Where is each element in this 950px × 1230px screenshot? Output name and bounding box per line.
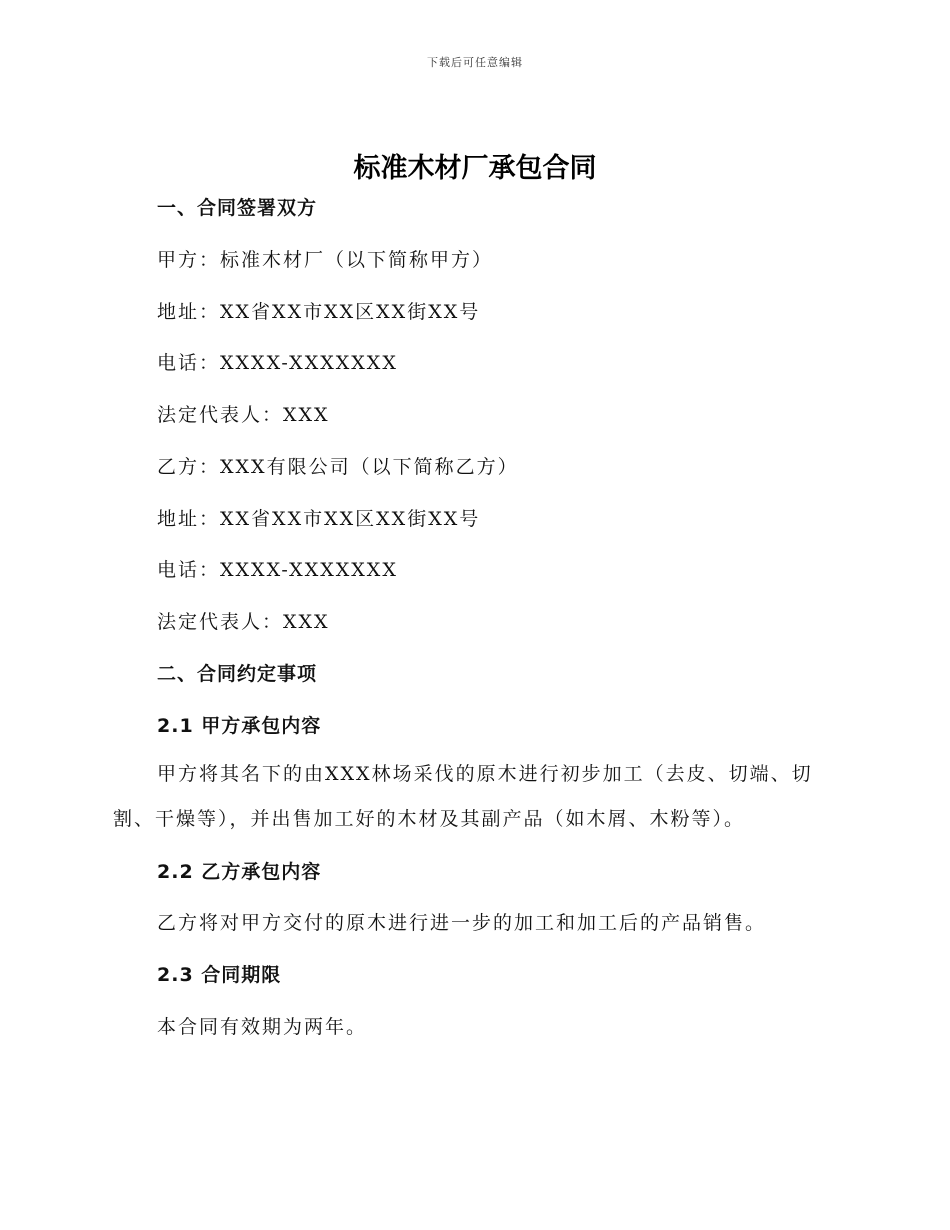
party-a-name: 甲方：标准木材厂（以下简称甲方） — [157, 249, 494, 271]
section-1-heading: 一、合同签署双方 — [157, 197, 318, 219]
party-b-name: 乙方：XXX有限公司（以下简称乙方） — [157, 456, 519, 478]
party-b-representative: 法定代表人：XXX — [157, 611, 330, 633]
subsection-2-1-text: 甲方将其名下的由XXX林场采伐的原木进行初步加工（去皮、切端、切割、干燥等），并出售加工好的木材及其副产品（如木屑、木粉等）。 — [113, 763, 813, 830]
subsection-2-3-heading: 2.3 合同期限 — [157, 964, 282, 986]
subsection-2-2-heading: 2.2 乙方承包内容 — [157, 861, 322, 883]
party-a-representative: 法定代表人：XXX — [157, 404, 330, 426]
party-a-phone: 电话：XXXX-XXXXXXX — [157, 352, 398, 374]
header-note: 下载后可任意编辑 — [427, 56, 523, 69]
party-b-address: 地址：XX省XX市XX区XX街XX号 — [157, 508, 481, 530]
subsection-2-2-text: 乙方将对甲方交付的原木进行进一步的加工和加工后的产品销售。 — [157, 912, 767, 934]
section-2-heading: 二、合同约定事项 — [157, 663, 318, 685]
subsection-2-1-heading: 2.1 甲方承包内容 — [157, 715, 322, 737]
document-title: 标准木材厂承包合同 — [353, 153, 597, 184]
subsection-2-3-text: 本合同有效期为两年。 — [157, 1016, 368, 1038]
party-b-phone: 电话：XXXX-XXXXXXX — [157, 559, 398, 581]
party-a-address: 地址：XX省XX市XX区XX街XX号 — [157, 301, 481, 323]
